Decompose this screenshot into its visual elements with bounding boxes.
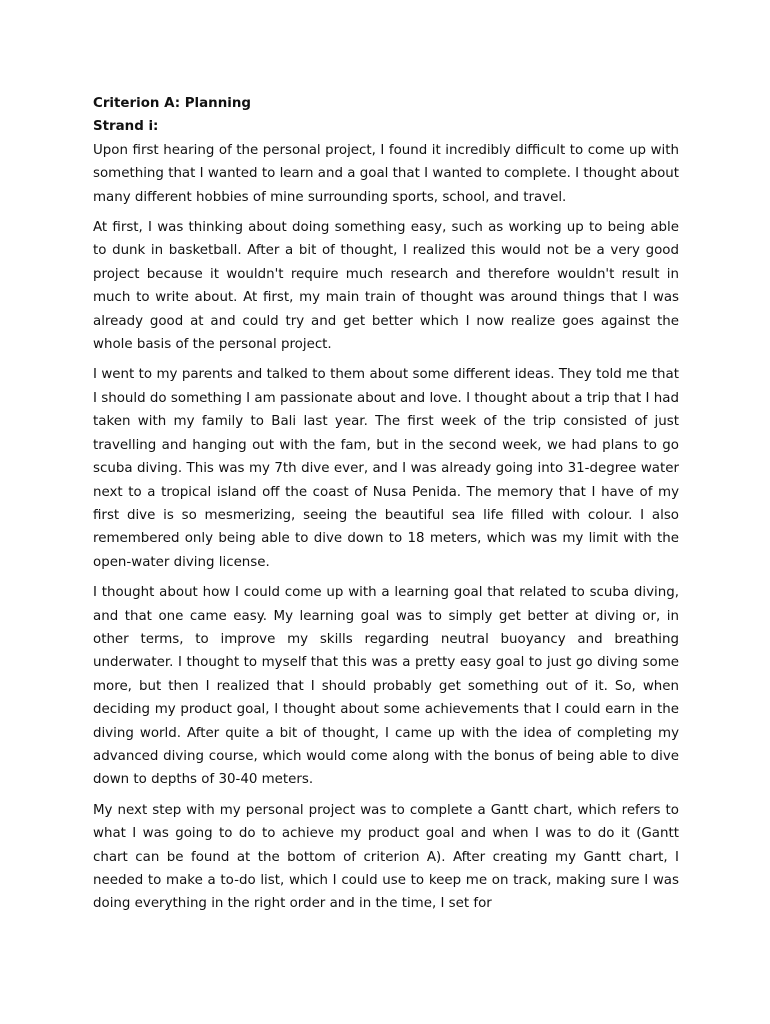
paragraph-5: My next step with my personal project was to complete a Gantt chart, which refers to what I was going to do to achieve my product goal and when I was to do it (Gantt chart can be found at the bottom of criterion A). After creating my Gantt chart, I needed to make a to-do list, which I could use to keep me on track, making sure I was doing everything in the right order and in the time, I set for <box>93 802 679 912</box>
strand-heading: Strand i: <box>93 119 159 135</box>
document-body <box>93 92 679 923</box>
section-heading: Criterion A: Planning <box>93 96 251 111</box>
paragraph-1: Upon first hearing of the personal project, I found it incredibly difficult to come up with something that I wanted to learn and a goal that I wanted to complete. I thought about many different hobbies of mine surrounding sports, school, and travel. <box>93 142 679 205</box>
paragraph-3: I went to my parents and talked to them about some different ideas. They told me that I should do something I am passionate about and love. I thought about a trip that I had taken with my family to Bali last year. The first week of the trip consisted of just travelling and hanging out with the fam, but in the second week, we had plans to go scuba diving. This was my 7th dive ever, and I was already going into 31-degree water next to a tropical island off the coast of Nusa Penida. The memory that I have of my first dive is so mesmerizing, seeing the beautiful sea life filled with colour. I also remembered only being able to dive down to 18 meters, which was my limit with the open-water diving license. <box>93 367 679 570</box>
paragraph-2: At first, I was thinking about doing something easy, such as working up to being able to dunk in basketball. After a bit of thought, I realized this would not be a very good project because it wouldn't require much research and therefore wouldn't result in much to write about. At first, my main train of thought was around things that I was already good at and could try and get better which I now realize goes against the whole basis of the personal project. <box>93 220 679 353</box>
paragraph-4: I thought about how I could come up with a learning goal that related to scuba diving, and that one came easy. My learning goal was to simply get better at diving or, in other terms, to improve my skills regarding neutral buoyancy and breathing underwater. I thought to myself that this was a pretty easy goal to just go diving some more, but then I realized that I should probably get something out of it. So, when deciding my product goal, I thought about some achievements that I could earn in the diving world. After quite a bit of thought, I came up with the idea of completing my advanced diving course, which would come along with the bonus of being able to dive down to depths of 30-40 meters. <box>93 585 679 788</box>
